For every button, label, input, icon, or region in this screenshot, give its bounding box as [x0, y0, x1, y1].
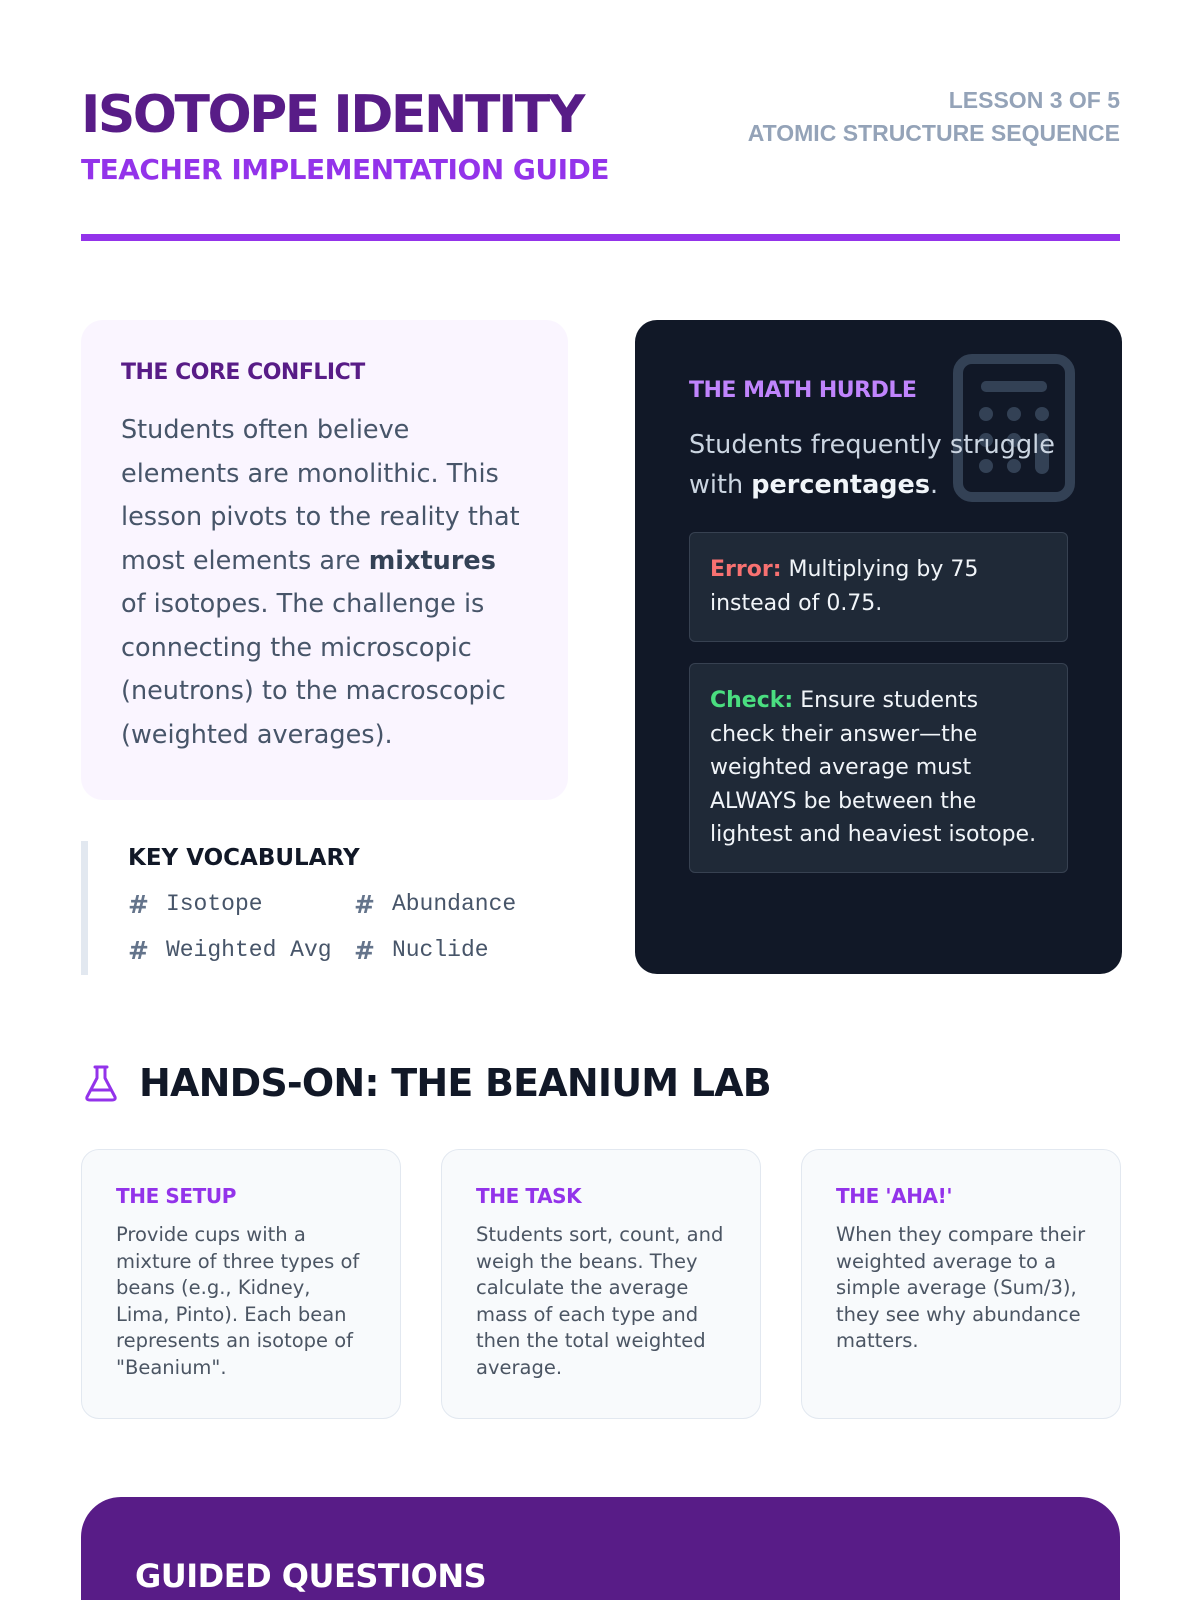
- lab-card-title: THE SETUP: [116, 1184, 237, 1208]
- lab-card-text: Students sort, count, and weigh the beans. They calculate the average mass of each type and then the total weighted average.: [476, 1223, 724, 1379]
- vocab-term-label: Isotope: [165, 891, 263, 917]
- hash-icon: #: [354, 890, 375, 919]
- lab-card-aha: [801, 1149, 1121, 1419]
- core-conflict-heading: THE CORE CONFLICT: [121, 360, 365, 385]
- header-divider: [81, 234, 1120, 241]
- vocab-term-label: Nuclide: [391, 937, 489, 963]
- check-text: Ensure students check their answer—the weighted average must ALWAYS be between the lightest and heaviest isotope.: [710, 688, 1037, 847]
- lab-card-task: [441, 1149, 761, 1419]
- page-subtitle: TEACHER IMPLEMENTATION GUIDE: [81, 153, 609, 186]
- hash-icon: #: [354, 936, 375, 965]
- lab-card-text: When they compare their weighted average to a simple average (Sum/3), they see why abundance matters.: [836, 1223, 1086, 1352]
- vocab-term: [354, 888, 554, 921]
- lab-card-text: Provide cups with a mixture of three types of beans (e.g., Kidney, Lima, Pinto). Each bean represents an isotope of "Beanium".: [116, 1223, 360, 1379]
- vocab-term: [354, 934, 554, 967]
- vocab-term: [128, 934, 354, 967]
- vocab-term-label: Abundance: [391, 891, 517, 917]
- lab-card-title: THE TASK: [476, 1184, 582, 1208]
- key-vocabulary: [81, 841, 568, 975]
- vocabulary-list: [128, 888, 568, 967]
- math-hurdle-text-start: Students frequently struggle with: [689, 430, 1055, 500]
- vocab-term-label: Weighted Avg: [165, 937, 332, 963]
- lab-card-title: THE 'AHA!': [836, 1184, 953, 1208]
- vocab-term: [128, 888, 354, 921]
- guided-questions-section: [81, 1497, 1120, 1600]
- lab-section-heading: [81, 1055, 771, 1111]
- lesson-number: LESSON 3 OF 5: [948, 87, 1120, 113]
- core-conflict-emphasis: mixtures: [368, 545, 496, 576]
- lab-card-setup: [81, 1149, 401, 1419]
- error-note: [689, 532, 1068, 642]
- math-hurdle-text: [689, 425, 1068, 505]
- hash-icon: #: [128, 936, 149, 965]
- page-title: ISOTOPE IDENTITY: [81, 85, 583, 145]
- vocabulary-heading: KEY VOCABULARY: [128, 845, 360, 871]
- core-conflict-card: [81, 320, 568, 800]
- guided-questions-heading: GUIDED QUESTIONS: [135, 1557, 487, 1595]
- math-hurdle-text-end: .: [930, 470, 939, 500]
- error-label: Error:: [710, 557, 782, 582]
- core-conflict-text-start: Students often believe elements are monolithic. This lesson pivots to the reality that most elements are: [121, 415, 520, 576]
- core-conflict-text: [121, 409, 528, 757]
- math-hurdle-emphasis: percentages: [751, 470, 931, 500]
- check-label: Check:: [710, 688, 794, 713]
- lab-title: HANDS-ON: THE BEANIUM LAB: [139, 1061, 771, 1105]
- lesson-sequence: ATOMIC STRUCTURE SEQUENCE: [747, 120, 1120, 146]
- hash-icon: #: [128, 890, 149, 919]
- core-conflict-text-end: of isotopes. The challenge is connecting the microscopic (neutrons) to the macroscopic (weighted averages).: [121, 589, 506, 750]
- check-note: [689, 663, 1068, 873]
- math-hurdle-card: [635, 320, 1122, 974]
- lesson-meta: [748, 84, 1120, 150]
- error-text: Multiplying by 75 instead of 0.75.: [710, 557, 979, 616]
- math-hurdle-heading: THE MATH HURDLE: [689, 378, 917, 403]
- page-header: [81, 84, 1120, 244]
- flask-icon: [81, 1063, 121, 1103]
